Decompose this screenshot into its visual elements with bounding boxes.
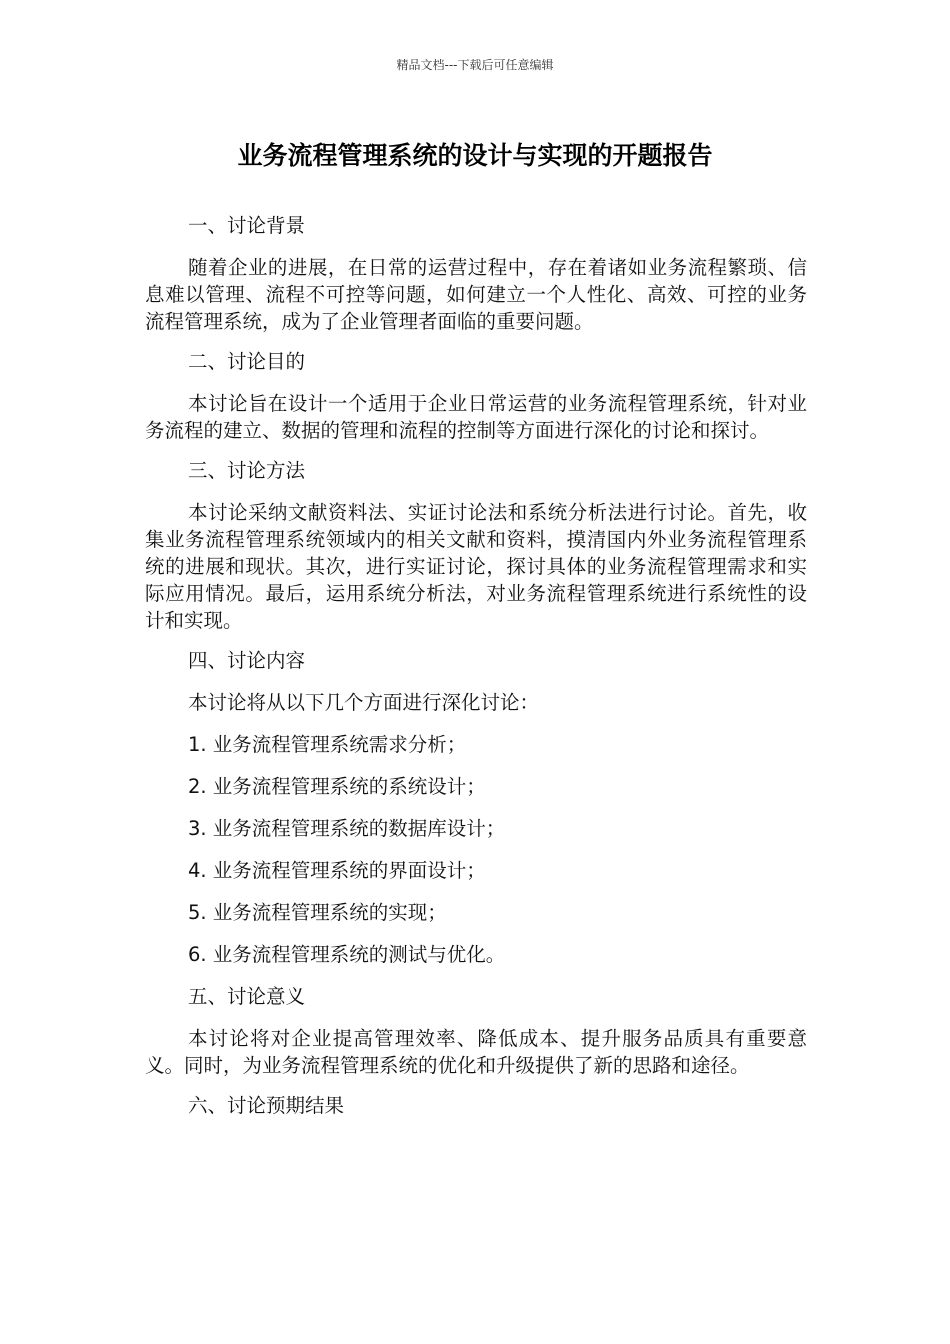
list-item: 6. 业务流程管理系统的测试与优化。 [188,943,506,966]
list-item: 4. 业务流程管理系统的界面设计； [188,859,486,882]
section-heading-expected-results: 六、讨论预期结果 [188,1094,345,1117]
header-note: 精品文档---下载后可任意编辑 [396,58,554,72]
document-title: 业务流程管理系统的设计与实现的开题报告 [237,141,713,170]
document-body [145,212,807,1134]
section-body-purpose: 本讨论旨在设计一个适用于企业日常运营的业务流程管理系统，针对业务流程的建立、数据的管理和流程的控制等方面进行深化的讨论和探讨。 [145,392,807,442]
section-body-significance: 本讨论将对企业提高管理效率、降低成本、提升服务品质具有重要意义。同时，为业务流程管理系统的优化和升级提供了新的思路和途径。 [145,1027,807,1077]
section-heading-significance: 五、讨论意义 [188,985,306,1008]
list-item: 3. 业务流程管理系统的数据库设计； [188,817,506,840]
section-intro-content: 本讨论将从以下几个方面进行深化讨论： [188,691,540,714]
section-heading-method: 三、讨论方法 [188,459,306,482]
section-heading-content: 四、讨论内容 [188,649,306,672]
section-heading-purpose: 二、讨论目的 [188,350,306,373]
section-heading-background: 一、讨论背景 [188,214,306,237]
section-body-background: 随着企业的进展，在日常的运营过程中，存在着诸如业务流程繁琐、信息难以管理、流程不可控等问题，如何建立一个人性化、高效、可控的业务流程管理系统，成为了企业管理者面临的重要问题。 [145,256,807,333]
list-item: 2. 业务流程管理系统的系统设计； [188,775,486,798]
list-item: 5. 业务流程管理系统的实现； [188,901,447,924]
list-item: 1. 业务流程管理系统需求分析； [188,733,467,756]
section-body-method: 本讨论采纳文献资料法、实证讨论法和系统分析法进行讨论。首先，收集业务流程管理系统领域内的相关文献和资料，摸清国内外业务流程管理系统的进展和现状。其次，进行实证讨论，探讨具体的业务流程管理需求和实际应用情况。最后，运用系统分析法，对业务流程管理系统进行系统性的设计和实现。 [145,501,807,632]
